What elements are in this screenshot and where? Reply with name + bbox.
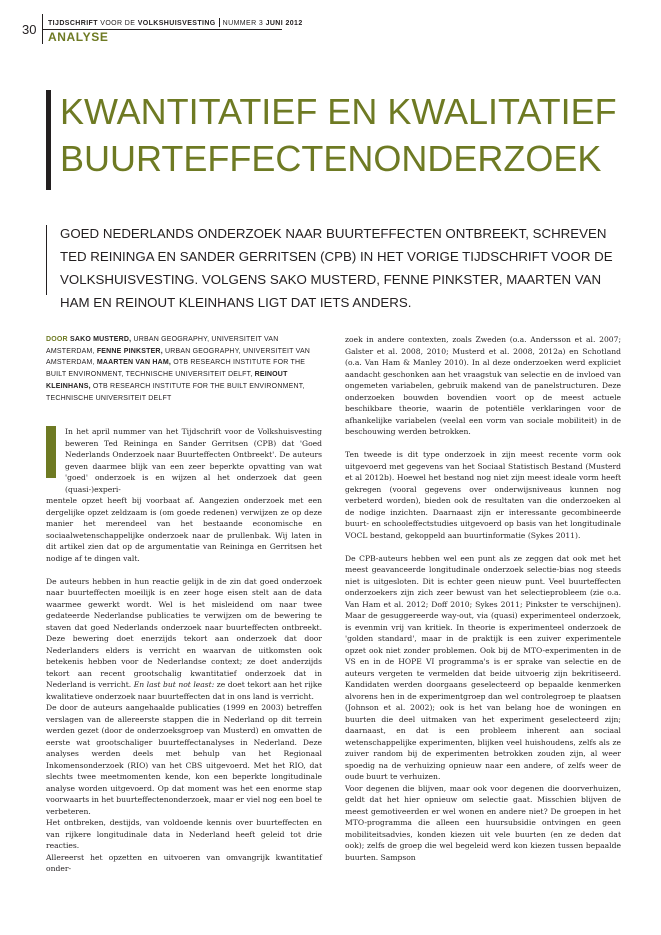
title-accent-bar	[46, 90, 51, 190]
paragraph-left-4: Het ontbreken, destijds, van voldoende kennis over buurteffecten en van rijkere longitudinale data in Nederland heeft geleid tot drie reacties.	[46, 818, 322, 851]
page-number: 30	[22, 22, 37, 37]
paragraph-left-5: Allereerst het opzetten en uitvoeren van omvangrijk kwantitatief onder-	[46, 852, 322, 874]
journal-mid: VOOR DE	[97, 20, 138, 27]
header-separator	[219, 18, 220, 27]
paragraph-right-1: zoek in andere contexten, zoals Zweden (o.a. Andersson et al. 2007; Galster et al. 2008, 2010; Musterd et al. 2008, 2012a) en Schotland (o.a. Van Ham & Manley 2010). In al deze onderzoeken werd expliciet aandacht geschonken aan het vraagstuk van selectie en de invloed van ongemeten variabelen, gebruik makend van de panelstructuren. Deze onderzoeken bouwden bovendien voort op de meest actuele beschikbare theorie, waarin de potentiële verklaringen voor de afhankelijke variabelen (veelal een vorm van sociale mobiliteit) in de beschouwing werden betrokken.	[345, 335, 621, 436]
paragraph-left-2	[46, 576, 322, 703]
author-2-affiliation: URBAN GEOGRAPHY, UNIVERSITEIT VAN AMSTERDAM,	[46, 347, 311, 367]
issue-number: NUMMER 3	[222, 20, 264, 27]
byline-door: DOOR	[46, 336, 68, 343]
title-line-2: BUURTEFFECTENONDERZOEK	[60, 138, 602, 179]
paragraph-right-2: Ten tweede is dit type onderzoek in zijn meest recente vorm ook uitgevoerd met gegevens van het Sociaal Statistisch Bestand (Musterd et al 2012b). Hoewel het bestand nog niet zijn meest ideale vorm heeft gekregen (vooral gegevens over onderwijsniveaus kunnen nog verbeterd worden), bieden ook de resultaten van die onderzoeken al de nodige inzichten. Daarnaast zijn er interessante gecombineerde buurt- en schooleffectstudies uitgevoerd op basis van het longitudinale VOCL bestand, gekoppeld aan buurtinformatie (Sykes 2011).	[345, 450, 621, 540]
p2-text-a: De auteurs hebben in hun reactie gelijk in de zin dat goed onderzoek naar buurteffecten moeilijk is en zeer hoge eisen stelt aan de data waarmee gewerkt wordt. Wel is het misleidend om naar twee gedateerde Nederlandse publicaties te verwijzen om de bewering te staven dat goed Nederlands onderzoek naar buurteffecten ontbreekt. Deze bewering doet enerzijds tekort aan onderzoek dat door Nederlanders elders is verricht en waarvan de uitkomsten ook betekenis hebben voor de Nederlandse context; ze doet anderzijds tekort aan recent grootschalig kwantitatief onderzoek dat in Nederland is verricht.	[46, 576, 322, 690]
opening-text-rest: mentele opzet heeft bij voorbaat af. Aangezien onderzoek met een dergelijke opzet zeldzaam is (om goede redenen) verwijzen ze op deze manier het merendeel van het bestaande economische en sociaalwetenschappelijke onderzoek naar de prullenbak. Wij laten in dit artikel zien dat op de argumentatie van Reininga en Gerritsen het nodige af te dingen valt.	[46, 496, 322, 563]
title-line-1: KWANTITATIEF EN KWALITATIEF	[60, 91, 617, 132]
author-3-name: MAARTEN VAN HAM,	[96, 359, 172, 367]
author-1-affiliation: URBAN GEOGRAPHY, UNIVERSITEIT VAN AMSTERDAM,	[46, 336, 279, 355]
journal-name: VOLKSHUISVESTING	[137, 20, 216, 27]
paragraph-right-4: Voor degenen die blijven, maar ook voor degenen die doorverhuizen, geldt dat het hier opnieuw om selectie gaat. Misschien blijven de meest gemotiveerden er wel wonen en andere niet? De groepen in het MTO-programma die alleen een huursubsidie ontvingen en geen mobiliteitsadvies, konden kiezen uit vele buurten (en ze deden dat ook); zelfs de groep die wel begeleid werd kon kiezen tussen bepaalde buurten. Sampson	[345, 783, 621, 862]
author-2-name: FENNE PINKSTER,	[96, 347, 163, 355]
journal-prefix: TIJDSCHRIFT	[48, 20, 98, 27]
author-4-affiliation: OTB RESEARCH INSTITUTE FOR THE BUILT ENVIRONMENT, TECHNISCHE UNIVERSITEIT DELFT	[46, 382, 305, 402]
section-label: ANALYSE	[48, 30, 109, 44]
author-byline	[46, 334, 322, 404]
article-intro: GOED NEDERLANDS ONDERZOEK NAAR BUURTEFFECTEN ONTBREEKT, SCHREVEN TED REININGA EN SANDER GERRITSEN (CPB) IN HET VORIGE TIJDSCHRIFT VOOR DE VOLKSHUISVESTING. VOLGENS SAKO MUSTERD, FENNE PINKSTER, MAARTEN VAN HAM EN REINOUT KLEINHANS LIGT DAT IETS ANDERS.	[60, 226, 613, 310]
paragraph-left-3: De door de auteurs aangehaalde publicaties (1999 en 2003) betreffen verslagen van de allereerste stappen die in Nederland op dit terrein werden gezet (door de onderzoeksgroep van Musterd) en omvatten de eerste wat grootschaliger buurteffectanalyses in Nederland. Deze analyses werden deels met behulp van het Regionaal Inkomensonderzoek (RIO) van het CBS uitgevoerd. Met het RIO, dat slechts twee meetmomenten kende, kon een beperkte longitudinale analyse worden uitgevoerd. Op dat moment was het een enorme stap voorwaarts in het buurteffectenonderzoek, maar er viel nog een boel te verbeteren.	[46, 703, 322, 816]
opening-accent-bar	[46, 426, 56, 478]
author-3-affiliation: OTB RESEARCH INSTITUTE FOR THE BUILT ENVIRONMENT, TECHNISCHE UNIVERSITEIT DELFT,	[46, 359, 306, 379]
p2-emphasis: En last but not least:	[133, 680, 215, 690]
article-title	[60, 88, 640, 182]
opening-indented-text: In het april nummer van het Tijdschrift voor de Volkshuisvesting beweren Ted Reininga en Sander Gerritsen (CPB) dat 'Goed Nederlands Onderzoek naar Buurteffecten Ontbreekt'. De auteurs geven daarmee blijk van een zeer beperkte opvatting van wat 'goed' onderzoek is en wijzen al het onderzoek dat geen (quasi-)experi-	[65, 427, 322, 494]
author-1-name: SAKO MUSTERD,	[69, 336, 132, 343]
left-column	[46, 334, 322, 875]
running-header	[48, 18, 303, 27]
intro-accent-bar	[46, 225, 47, 295]
p2-text-b: ze doet tekort aan het rijke kwalitatieve onderzoek naar buurteffecten dat in ons land is verricht.	[46, 680, 322, 701]
paragraph-right-3: De CPB-auteurs hebben wel een punt als ze zeggen dat ook met het meest geavanceerde longitudinale onderzoek selectie-bias nog steeds niet is uitgesloten. Dit is echter geen nieuw punt. Veel buurteffecten onderzoekers zijn zich zeer bewust van het selectieprobleem (zie o.a. Van Ham et al. 2012; Doff 2010; Sykes 2011; Pinkster te verschijnen). Maar de gesuggereerde way-out, via (quasi) experimenteel onderzoek, is evenmin vrij van kritiek. In theorie is experimenteel onderzoek de 'golden standard', maar in de praktijk is een zuiver experimentele opzet ook niet zonder problemen. Ook bij de MTO-experimenten in de VS en in de HOPE VI programma's is er sprake van selectie en de auteurs vergeten te vermelden dat beide uitvoerig zijn bekritiseerd. Kandidaten werden doorgaans geselecteerd op bepaalde kenmerken alvorens hen in de experimentgroep dan wel controlegroep te plaatsen (Johnson et al. 2002); ook is het van belang hoe de woningen en buurten die deel uitmaken van het experiment geselecteerd zijn; daarnaast, en dat is een probleem inherent aan sociaal wetenschappelijke experimenten, blijken veel huishoudens, zelfs als ze zuiver random bij de experimenten betrokken zouden zijn, al weer spoedig na de verhuizing opnieuw naar een andere, of zelfs weer de oude buurt te verhuizen.	[345, 553, 621, 781]
author-4-name: REINOUT KLEINHANS,	[46, 371, 288, 390]
right-column	[345, 334, 621, 863]
issue-date: JUNI 2012	[265, 20, 303, 27]
paragraph-opening	[46, 426, 322, 564]
